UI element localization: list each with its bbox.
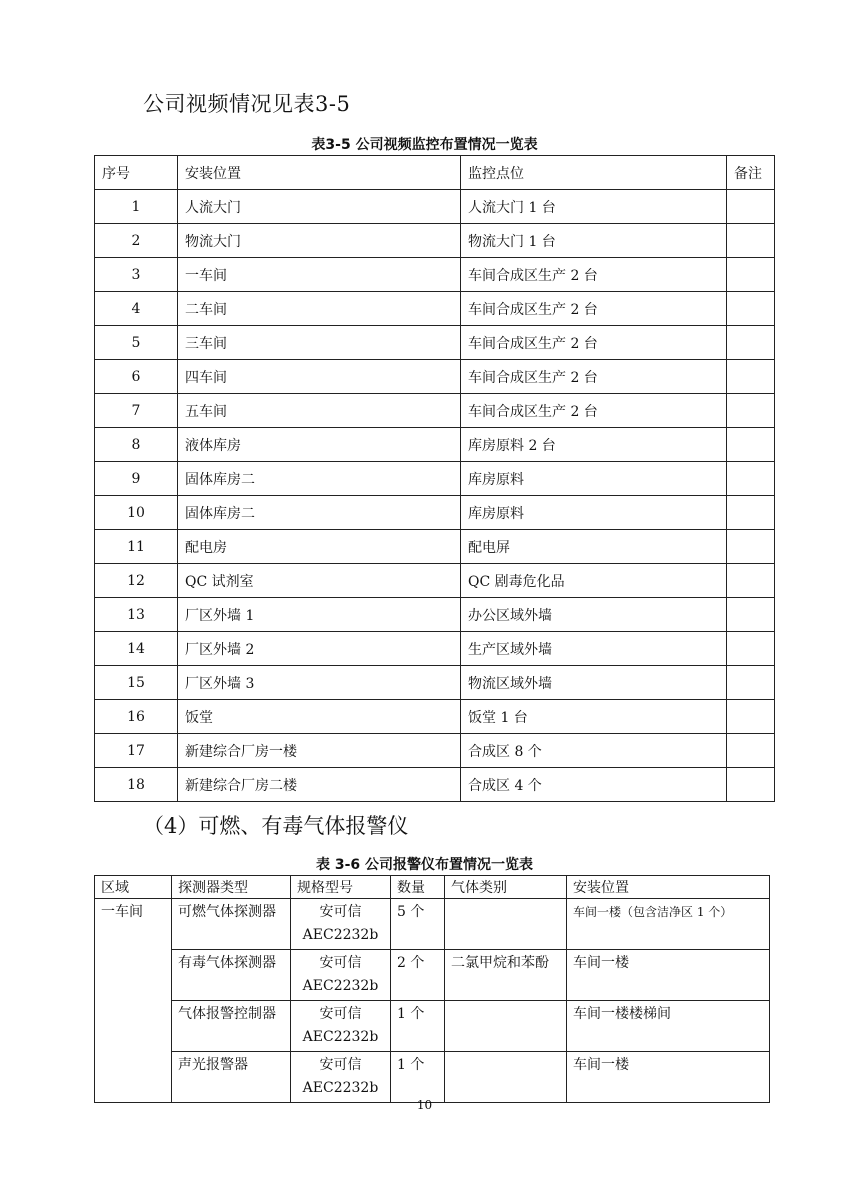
cell-gas-type: 二氯甲烷和苯酚: [445, 950, 567, 1001]
page-number: 10: [416, 1098, 433, 1112]
cell-no: 11: [95, 530, 178, 564]
cell-point: 物流大门 1 台: [461, 224, 727, 258]
cell-quantity: 5 个: [391, 899, 445, 950]
header-detector-type: 探测器类型: [172, 876, 291, 899]
table-row: [95, 258, 775, 292]
cell-location: 物流大门: [178, 224, 461, 258]
cell-note: [727, 394, 775, 428]
model-number: AEC2232b: [302, 927, 379, 943]
cell-install-location: 车间一楼: [567, 950, 770, 1001]
cell-gas-type: [445, 1052, 567, 1103]
cell-location: 配电房: [178, 530, 461, 564]
header-quantity: 数量: [391, 876, 445, 899]
cell-note: [727, 564, 775, 598]
table-row: [95, 496, 775, 530]
cell-no: 18: [95, 768, 178, 802]
cell-location: QC 试剂室: [178, 564, 461, 598]
header-point: 监控点位: [461, 156, 727, 190]
cell-detector-type: 气体报警控制器: [172, 1001, 291, 1052]
cell-location: 厂区外墙 2: [178, 632, 461, 666]
cell-no: 9: [95, 462, 178, 496]
cell-note: [727, 292, 775, 326]
table1-caption: 表3-5 公司视频监控布置情况一览表: [311, 137, 538, 153]
cell-location: 一车间: [178, 258, 461, 292]
table-row: [95, 428, 775, 462]
model-number: AEC2232b: [302, 1080, 379, 1096]
cell-location: 厂区外墙 3: [178, 666, 461, 700]
cell-point: 合成区 4 个: [461, 768, 727, 802]
cell-note: [727, 496, 775, 530]
cell-point: 库房原料 2 台: [461, 428, 727, 462]
cell-point: 车间合成区生产 2 台: [461, 394, 727, 428]
table-row: [95, 598, 775, 632]
cell-model: [291, 1001, 391, 1052]
cell-area: 一车间: [95, 899, 172, 1103]
cell-detector-type: 有毒气体探测器: [172, 950, 291, 1001]
header-model: 规格型号: [291, 876, 391, 899]
cell-point: 车间合成区生产 2 台: [461, 292, 727, 326]
cell-point: 人流大门 1 台: [461, 190, 727, 224]
cell-point: 合成区 8 个: [461, 734, 727, 768]
cell-location: 新建综合厂房一楼: [178, 734, 461, 768]
cell-no: 1: [95, 190, 178, 224]
cell-point: QC 剧毒危化品: [461, 564, 727, 598]
cell-location: 新建综合厂房二楼: [178, 768, 461, 802]
table-row: [95, 224, 775, 258]
cell-point: 办公区域外墙: [461, 598, 727, 632]
table-row: [95, 632, 775, 666]
cell-location: 厂区外墙 1: [178, 598, 461, 632]
cell-detector-type: 声光报警器: [172, 1052, 291, 1103]
cell-note: [727, 326, 775, 360]
cell-note: [727, 190, 775, 224]
cell-model: [291, 1052, 391, 1103]
table-row: [95, 360, 775, 394]
table-header-row: [95, 876, 770, 899]
model-number: AEC2232b: [302, 1029, 379, 1045]
cell-quantity: 2 个: [391, 950, 445, 1001]
cell-model: [291, 950, 391, 1001]
cell-point: 车间合成区生产 2 台: [461, 258, 727, 292]
cell-note: [727, 224, 775, 258]
cell-no: 5: [95, 326, 178, 360]
table-row: [95, 394, 775, 428]
cell-note: [727, 734, 775, 768]
model-number: AEC2232b: [302, 978, 379, 994]
cell-point: 配电屏: [461, 530, 727, 564]
cell-location: 人流大门: [178, 190, 461, 224]
cell-location: 二车间: [178, 292, 461, 326]
cell-note: [727, 632, 775, 666]
cell-no: 17: [95, 734, 178, 768]
cell-no: 13: [95, 598, 178, 632]
table-header-row: [95, 156, 775, 190]
table-row: [95, 899, 770, 950]
cell-no: 10: [95, 496, 178, 530]
cell-location: 四车间: [178, 360, 461, 394]
cell-quantity: 1 个: [391, 1001, 445, 1052]
cell-point: 饭堂 1 台: [461, 700, 727, 734]
cell-no: 3: [95, 258, 178, 292]
cell-location: 五车间: [178, 394, 461, 428]
cell-point: 库房原料: [461, 462, 727, 496]
table-row: [95, 292, 775, 326]
cell-detector-type: 可燃气体探测器: [172, 899, 291, 950]
table2-caption: 表 3-6 公司报警仪布置情况一览表: [315, 857, 534, 873]
cell-gas-type: [445, 1001, 567, 1052]
cell-no: 15: [95, 666, 178, 700]
cell-no: 6: [95, 360, 178, 394]
cell-no: 14: [95, 632, 178, 666]
table-row: [95, 530, 775, 564]
cell-install-location: 车间一楼楼梯间: [567, 1001, 770, 1052]
cell-location: 固体库房二: [178, 462, 461, 496]
cell-no: 4: [95, 292, 178, 326]
cell-point: 物流区域外墙: [461, 666, 727, 700]
cell-install-location: 车间一楼: [567, 1052, 770, 1103]
cell-location: 饭堂: [178, 700, 461, 734]
cell-note: [727, 258, 775, 292]
header-gas-type: 气体类别: [445, 876, 567, 899]
cell-note: [727, 768, 775, 802]
cell-note: [727, 700, 775, 734]
header-install-location: 安装位置: [567, 876, 770, 899]
cell-point: 车间合成区生产 2 台: [461, 360, 727, 394]
model-brand: 安可信: [319, 904, 362, 920]
table-row: [95, 666, 775, 700]
table-row: [95, 1001, 770, 1052]
table-row: [95, 950, 770, 1001]
cell-install-location: 车间一楼（包含洁净区 1 个）: [567, 899, 770, 950]
cell-note: [727, 428, 775, 462]
cell-point: 车间合成区生产 2 台: [461, 326, 727, 360]
table-row: [95, 326, 775, 360]
model-brand: 安可信: [319, 955, 362, 971]
table-row: [95, 462, 775, 496]
table-row: [95, 564, 775, 598]
cell-note: [727, 666, 775, 700]
gas-alarm-table: [94, 875, 770, 1103]
cell-point: 生产区域外墙: [461, 632, 727, 666]
table-row: [95, 734, 775, 768]
table-row: [95, 1052, 770, 1103]
cell-quantity: 1 个: [391, 1052, 445, 1103]
header-area: 区域: [95, 876, 172, 899]
section-heading: 公司视频情况见表3-5: [143, 92, 351, 116]
cell-no: 8: [95, 428, 178, 462]
cell-no: 7: [95, 394, 178, 428]
alarm-subheading: （4）可燃、有毒气体报警仪: [143, 814, 409, 838]
header-location: 安装位置: [178, 156, 461, 190]
cell-note: [727, 462, 775, 496]
table-row: [95, 190, 775, 224]
cell-point: 库房原料: [461, 496, 727, 530]
cell-note: [727, 360, 775, 394]
cell-note: [727, 598, 775, 632]
cell-location: 三车间: [178, 326, 461, 360]
cell-location: 液体库房: [178, 428, 461, 462]
cell-note: [727, 530, 775, 564]
cell-no: 2: [95, 224, 178, 258]
header-no: 序号: [95, 156, 178, 190]
video-monitoring-table: [94, 155, 775, 802]
cell-gas-type: [445, 899, 567, 950]
header-note: 备注: [727, 156, 775, 190]
cell-no: 16: [95, 700, 178, 734]
model-brand: 安可信: [319, 1006, 362, 1022]
model-brand: 安可信: [319, 1057, 362, 1073]
table-row: [95, 768, 775, 802]
cell-location: 固体库房二: [178, 496, 461, 530]
cell-model: [291, 899, 391, 950]
table-row: [95, 700, 775, 734]
cell-no: 12: [95, 564, 178, 598]
